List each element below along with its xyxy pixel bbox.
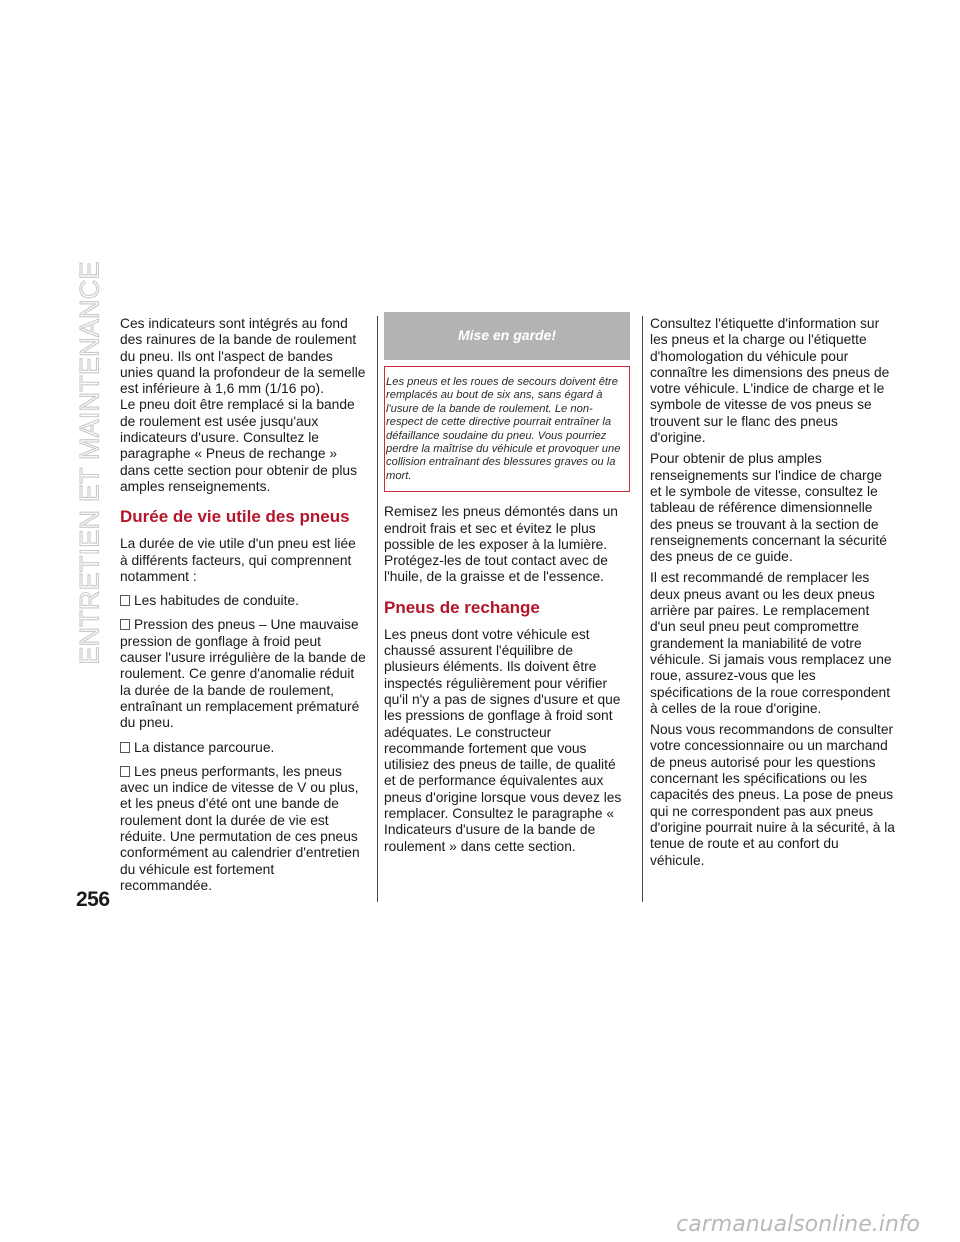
- list-item: [120, 593, 366, 609]
- section-heading: Pneus de rechange: [384, 597, 540, 617]
- checkbox-bullet-icon: [120, 742, 130, 753]
- paragraph: Ces indicateurs sont intégrés au fond des rainures de la bande de roulement du pneu. Ils ont l'aspect de bandes unies quand la profondeur de la semelle est inférieure à 1,6 mm (1/16 po).: [120, 316, 366, 397]
- paragraph: Remisez les pneus démontés dans un endroit frais et sec et évitez le plus possible de les exposer à la lumière. Protégez-les de tout contact avec de l'huile, de la graisse et de l'essence.: [384, 504, 618, 585]
- paragraph: Consultez l'étiquette d'information sur les pneus et la charge ou l'étiquette d'homologation du véhicule pour connaître les dimensions des pneus de votre véhicule. L'indice de charge et le symbole de vitesse de vos pneus se trouvent sur le flanc des pneus d'origine.: [650, 316, 890, 446]
- column-1: [120, 316, 366, 899]
- paragraph: Il est recommandé de remplacer les deux pneus avant ou les deux pneus arrière par paires. Le remplacement d'un seul pneu peut compromettre grandement la maniabilité de votre véhicule. Si jamais vous remplacez une roue, assurez-vous que les spécifications de la roue correspondent à celles de la roue d'origine.: [650, 570, 892, 716]
- section-title-text: ENTRETIEN ET MAINTENANCE: [74, 260, 105, 665]
- list-item-text: Les habitudes de conduite.: [134, 593, 299, 609]
- column-2: [384, 316, 630, 860]
- paragraph: Nous vous recommandons de consulter votre concessionnaire ou un marchand de pneus autorisé pour les questions concernant les spécifications ou les capacités des pneus. La pose de pneus qui ne correspondent pas aux pneus d'origine pourrait nuire à la sécurité, à la tenue de route et au confort du véhicule.: [650, 722, 895, 868]
- warning-text: Les pneus et les roues de secours doivent être remplacés au bout de six ans, sans égard à l'usure de la bande de roulement. Le non-respect de cette directive pourrait entraîner la défaillance soudaine du pneu. Vous pourriez perdre la maîtrise du véhicule et provoquer une collision entraînant des blessures graves ou la mort.: [386, 376, 621, 482]
- section-side-title: [74, 260, 105, 665]
- checkbox-bullet-icon: [120, 619, 130, 630]
- column-divider: [642, 316, 643, 902]
- watermark-footer: carmanualsonline.info: [676, 1212, 920, 1237]
- checkbox-bullet-icon: [120, 766, 130, 777]
- list-item: [120, 764, 366, 894]
- column-divider: [377, 316, 378, 902]
- section-heading: Durée de vie utile des pneus: [120, 507, 350, 527]
- paragraph: Les pneus dont votre véhicule est chaussé assurent l'équilibre de plusieurs éléments. Ils doivent être inspectés régulièrement pour vérifier qu'il n'y a pas de signes d'usure et que les pressions de gonflage à froid sont adéquates. Le constructeur recommande fortement que vous utilisiez des pneus de taille, de qualité et de performance équivalentes aux pneus d'origine lorsque vous devez les remplacer. Consultez le paragraphe « Indicateurs d'usure de la bande de roulement » dans cette section.: [384, 626, 622, 854]
- list-item-text: La distance parcourue.: [134, 739, 275, 755]
- list-item: [120, 740, 366, 756]
- list-item: [120, 617, 366, 731]
- warning-box: [384, 366, 630, 492]
- paragraph: Pour obtenir de plus amples renseignements sur l'indice de charge et le symbole de vitesse, consultez le tableau de référence dimensionnelle des pneus se trouvant à la section de renseignements concernant la sécurité des pneus de ce guide.: [650, 451, 887, 565]
- page-number: 256: [76, 888, 110, 911]
- checkbox-bullet-icon: [120, 595, 130, 606]
- column-3: [650, 316, 896, 874]
- warning-title: Mise en garde!: [384, 312, 630, 360]
- paragraph: La durée de vie utile d'un pneu est liée à différents facteurs, qui comprennent notamment :: [120, 536, 356, 584]
- list-item-text: Les pneus performants, les pneus avec un indice de vitesse de V ou plus, et les pneus d'été ont une bande de roulement dont la durée de vie est réduite. Une permutation de ces pneus conformément au calendrier d'entretien du véhicule est fortement recommandée.: [120, 763, 360, 893]
- list-item-text: Pression des pneus – Une mauvaise pression de gonflage à froid peut causer l'usure irrégulière de la bande de roulement. Ce genre d'anomalie réduit la durée de la bande de roulement, entraînant un remplacement prématuré du pneu.: [120, 617, 366, 731]
- paragraph: Le pneu doit être remplacé si la bande de roulement est usée jusqu'aux indicateurs d'usure. Consultez le paragraphe « Pneus de rechange » dans cette section pour obtenir de plus amples renseignements.: [120, 397, 357, 494]
